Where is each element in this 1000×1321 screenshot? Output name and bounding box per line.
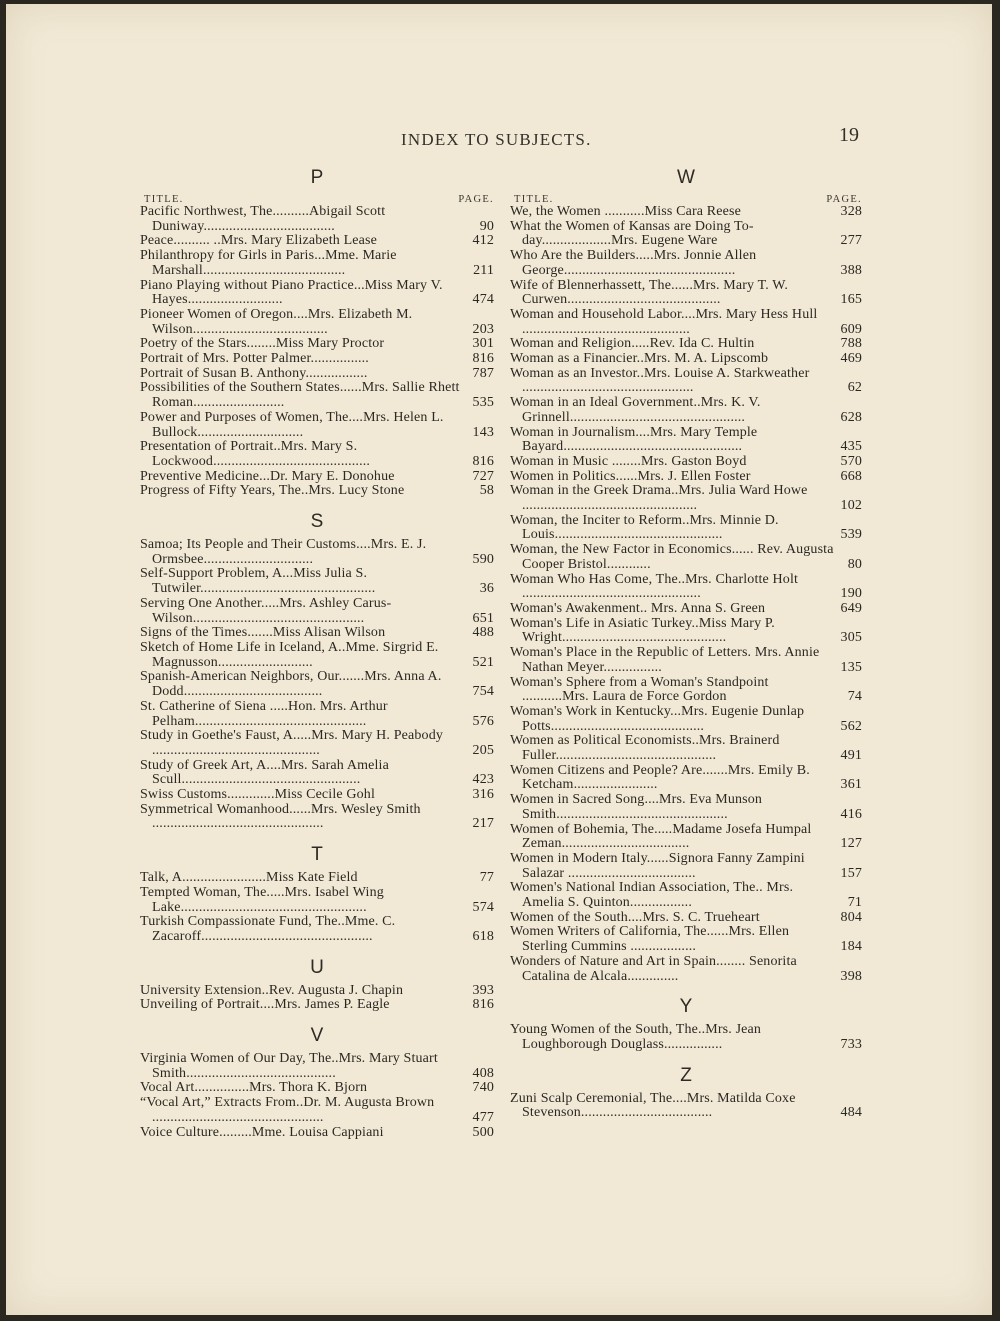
entry-title-author: Woman and Religion.....Rev. Ida C. Hultin — [510, 336, 755, 352]
entry-title-author: Woman as an Investor..Mrs. Louise A. Starkweather ............................................... — [510, 365, 810, 396]
entry-page-number: 733 — [840, 1036, 862, 1052]
index-entry — [140, 205, 494, 234]
index-entry — [140, 279, 494, 308]
entry-title-author: Self-Support Problem, A...Miss Julia S. Tutwiler................................................ — [140, 566, 376, 597]
index-entry — [140, 626, 494, 641]
entry-title-author: Woman Who Has Come, The..Mrs. Charlotte Holt ................................................. — [510, 571, 799, 602]
entry-page-number: 305 — [840, 630, 862, 646]
entry-page-number: 408 — [472, 1065, 494, 1081]
entry-page-number: 398 — [840, 968, 862, 984]
entry-page-number: 301 — [472, 336, 494, 352]
entry-title-author: “Vocal Art,” Extracts From..Dr. M. Augusta Brown ............................................... — [140, 1095, 435, 1125]
entry-page-number: 469 — [840, 351, 862, 367]
index-entry — [140, 411, 494, 440]
entry-title-author: Sketch of Home Life in Iceland, A..Mme. Sirgrid E. Magnusson.......................... — [140, 639, 439, 670]
entry-title-author: Piano Playing without Piano Practice...Miss Mary V. Hayes.......................... — [140, 277, 443, 308]
entry-title-author: Talk, A.......................Miss Kate Field — [140, 870, 358, 886]
entry-page-number: 574 — [472, 899, 494, 915]
entry-page-number: 590 — [472, 551, 494, 567]
index-entry — [140, 915, 494, 944]
index-entry — [140, 1096, 494, 1125]
entry-title-author: Woman as a Financier..Mrs. M. A. Lipscomb — [510, 351, 769, 367]
entry-page-number: 74 — [847, 689, 862, 705]
index-entry — [140, 484, 494, 499]
entry-page-number: 816 — [472, 453, 494, 469]
entry-page-number: 754 — [472, 684, 494, 700]
column-header-page: PAGE. — [826, 194, 862, 205]
entry-title-author: Woman's Sphere from a Woman's Standpoint ...........Mrs. Laura de Force Gordon — [510, 674, 769, 705]
entry-title-author: Women Citizens and People? Are.......Mrs. Emily B. Ketcham....................... — [510, 762, 810, 793]
index-entry — [140, 1081, 494, 1096]
entry-page-number: 539 — [840, 527, 862, 543]
index-entry — [510, 925, 862, 954]
entry-page-number: 211 — [473, 262, 494, 278]
index-entry — [140, 337, 494, 352]
entry-page-number: 562 — [840, 718, 862, 734]
entry-page-number: 80 — [847, 556, 862, 572]
section-letter: U — [310, 956, 324, 978]
entry-page-number: 184 — [840, 939, 862, 955]
entry-title-author: Woman's Work in Kentucky...Mrs. Eugenie Dunlap Potts.......................................... — [510, 703, 805, 734]
entry-title-author: Progress of Fifty Years, The..Mrs. Lucy Stone — [140, 483, 405, 499]
entry-title-author: Women of Bohemia, The.....Madame Josefa Humpal Zeman................................... — [510, 821, 812, 852]
entry-title-author: Woman in Journalism....Mrs. Mary Temple Bayard................................................. — [510, 424, 758, 455]
entry-title-author: Preventive Medicine...Dr. Mary E. Donohue — [140, 468, 395, 484]
index-entry — [510, 220, 862, 249]
entry-title-author: Women of the South....Mrs. S. C. Trueheart — [510, 909, 760, 925]
section-letter: T — [311, 844, 323, 866]
entry-page-number: 217 — [472, 816, 494, 832]
index-entry — [510, 911, 862, 926]
section-gap — [140, 832, 494, 841]
index-entry — [510, 852, 862, 881]
entry-title-author: University Extension..Rev. Augusta J. Chapin — [140, 982, 404, 998]
index-entry — [140, 1126, 494, 1141]
entry-page-number: 205 — [472, 742, 494, 758]
entry-title-author: Tempted Woman, The.....Mrs. Isabel Wing Lake................................................... — [140, 884, 384, 915]
index-entry — [510, 279, 862, 308]
section-letter: Z — [680, 1064, 692, 1086]
entry-page-number: 521 — [472, 654, 494, 670]
entry-page-number: 203 — [472, 321, 494, 337]
index-entry — [140, 729, 494, 758]
index-entry — [140, 367, 494, 382]
entry-title-author: Wife of Blennerhassett, The......Mrs. Mary T. W. Curwen.......................................... — [510, 277, 789, 308]
entry-page-number: 58 — [479, 483, 494, 499]
index-entry — [510, 823, 862, 852]
index-entry — [140, 984, 494, 999]
entry-page-number: 90 — [479, 218, 494, 234]
column-header-title: TITLE. — [514, 194, 554, 205]
index-entry — [140, 871, 494, 886]
entry-page-number: 618 — [472, 928, 494, 944]
entry-title-author: Virginia Women of Our Day, The..Mrs. Mary Stuart Smith......................................... — [140, 1051, 438, 1081]
index-entry — [510, 484, 862, 513]
page-title: INDEX TO SUBJECTS. — [401, 130, 592, 149]
entry-title-author: Woman in the Greek Drama..Mrs. Julia Ward Howe ................................................ — [510, 483, 808, 514]
entry-title-author: Pacific Northwest, The..........Abigail Scott Duniway.................................... — [140, 204, 386, 234]
index-entry — [510, 308, 862, 337]
entry-page-number: 416 — [840, 806, 862, 822]
entry-page-number: 157 — [840, 865, 862, 881]
index-entry — [140, 788, 494, 803]
index-entry — [140, 538, 494, 567]
entry-page-number: 649 — [840, 600, 862, 616]
entry-title-author: Women as Political Economists..Mrs. Brainerd Fuller............................................ — [510, 733, 780, 764]
entry-page-number: 190 — [840, 586, 862, 602]
index-entry — [510, 676, 862, 705]
entry-page-number: 804 — [840, 909, 862, 925]
entry-page-number: 77 — [479, 870, 494, 886]
index-entry — [510, 573, 862, 602]
entry-title-author: Woman's Place in the Republic of Letters. Mrs. Annie Nathan Meyer................ — [510, 645, 820, 675]
entry-title-author: Woman, the New Factor in Economics...... Rev. Augusta Cooper Bristol............ — [510, 542, 834, 572]
column-header-page: PAGE. — [458, 194, 494, 205]
index-entry — [140, 641, 494, 670]
index-entry — [510, 249, 862, 278]
entry-page-number: 71 — [847, 895, 862, 911]
section-gap — [140, 499, 494, 508]
index-entry — [510, 734, 862, 763]
index-entry — [140, 1052, 494, 1081]
entry-page-number: 135 — [840, 659, 862, 675]
section-letter: P — [310, 167, 324, 188]
index-entry — [510, 646, 862, 675]
index-column-right — [510, 164, 862, 1121]
entry-page-number: 727 — [472, 468, 494, 484]
entry-title-author: Women Writers of California, The......Mrs. Ellen Sterling Cummins .................. — [510, 924, 790, 955]
entry-title-author: Woman in an Ideal Government..Mrs. K. V. Grinnell................................................ — [510, 395, 761, 425]
entry-page-number: 816 — [472, 351, 494, 367]
entry-title-author: Portrait of Susan B. Anthony................. — [140, 365, 368, 381]
entry-page-number: 127 — [840, 836, 862, 852]
index-entry — [510, 1023, 862, 1052]
book-page — [6, 4, 992, 1315]
index-entry — [140, 308, 494, 337]
entry-page-number: 500 — [472, 1124, 494, 1140]
section-gap — [510, 984, 862, 993]
entry-title-author: We, the Women ...........Miss Cara Reese — [510, 204, 741, 219]
entry-title-author: Women's National Indian Association, The.. Mrs. Amelia S. Quinton................. — [510, 880, 794, 911]
entry-title-author: Portrait of Mrs. Potter Palmer................ — [140, 351, 369, 367]
entry-page-number: 787 — [472, 365, 494, 381]
index-entry — [510, 514, 862, 543]
entry-page-number: 316 — [472, 787, 494, 803]
entry-page-number: 609 — [840, 321, 862, 337]
index-entry — [510, 764, 862, 793]
index-entry — [510, 470, 862, 485]
entry-page-number: 435 — [840, 439, 862, 455]
index-entry — [140, 803, 494, 832]
index-entry — [140, 597, 494, 626]
entry-title-author: Philanthropy for Girls in Paris...Mme. Marie Marshall....................................... — [140, 248, 397, 278]
index-entry — [510, 617, 862, 646]
entry-page-number: 102 — [840, 498, 862, 514]
index-entry — [510, 955, 862, 984]
section-letter: Y — [679, 996, 693, 1018]
entry-page-number: 740 — [472, 1080, 494, 1096]
entry-title-author: Zuni Scalp Ceremonial, The....Mrs. Matilda Coxe Stevenson.................................... — [510, 1090, 796, 1121]
entry-title-author: Spanish-American Neighbors, Our.......Mrs. Anna A. Dodd...................................... — [140, 669, 442, 700]
column-header-title: TITLE. — [144, 194, 184, 205]
index-entry — [140, 886, 494, 915]
index-entry — [140, 759, 494, 788]
section-gap — [140, 945, 494, 954]
entry-page-number: 788 — [840, 336, 862, 352]
entry-title-author: Study in Goethe's Faust, A.....Mrs. Mary H. Peabody .............................................. — [140, 728, 443, 758]
index-column-left — [140, 164, 494, 1140]
index-entry — [140, 470, 494, 485]
index-entry — [140, 352, 494, 367]
index-entry — [140, 249, 494, 278]
section-letter: V — [310, 1025, 324, 1047]
entry-title-author: Vocal Art...............Mrs. Thora K. Bjorn — [140, 1080, 368, 1096]
index-entry — [140, 567, 494, 596]
entry-title-author: Signs of the Times.......Miss Alisan Wilson — [140, 625, 386, 641]
section-letter: S — [310, 511, 324, 533]
index-entry — [140, 998, 494, 1013]
index-entry — [510, 367, 862, 396]
entry-title-author: Unveiling of Portrait....Mrs. James P. Eagle — [140, 997, 390, 1013]
entry-page-number: 36 — [479, 581, 494, 597]
entry-title-author: Samoa; Its People and Their Customs....Mrs. E. J. Ormsbee.............................. — [140, 537, 427, 567]
entry-title-author: Women in Politics......Mrs. J. Ellen Foster — [510, 468, 751, 484]
entry-title-author: Pioneer Women of Oregon....Mrs. Elizabeth M. Wilson..................................... — [140, 306, 413, 337]
index-entry — [140, 381, 494, 410]
entry-page-number: 277 — [840, 233, 862, 249]
entry-title-author: Woman and Household Labor....Mrs. Mary Hess Hull .............................................. — [510, 306, 818, 337]
entry-title-author: Women in Modern Italy......Signora Fanny Zampini Salazar ................................... — [510, 850, 805, 881]
entry-title-author: Symmetrical Womanhood......Mrs. Wesley Smith ............................................... — [140, 801, 421, 832]
entry-title-author: Who Are the Builders.....Mrs. Jonnie Allen George............................................... — [510, 248, 757, 278]
entry-title-author: Poetry of the Stars........Miss Mary Proctor — [140, 336, 385, 352]
entry-page-number: 816 — [472, 997, 494, 1013]
index-entry — [510, 426, 862, 455]
entry-title-author: Study of Greek Art, A....Mrs. Sarah Amelia Scull................................................. — [140, 757, 389, 788]
entry-title-author: Presentation of Portrait..Mrs. Mary S. Lockwood........................................... — [140, 439, 371, 469]
entry-page-number: 576 — [472, 713, 494, 729]
section-gap — [510, 1053, 862, 1062]
index-entry — [510, 396, 862, 425]
entry-page-number: 477 — [472, 1109, 494, 1125]
entry-title-author: Woman's Life in Asiatic Turkey..Miss Mary P. Wright............................................. — [510, 615, 775, 646]
index-entry — [510, 705, 862, 734]
entry-title-author: Possibilities of the Southern States......Mrs. Sallie Rhett Roman......................... — [140, 380, 460, 411]
page-number: 19 — [839, 124, 859, 146]
index-entry — [510, 205, 862, 220]
index-entry — [510, 602, 862, 617]
section-letter: W — [677, 167, 695, 188]
entry-title-author: Power and Purposes of Women, The....Mrs. Helen L. Bullock............................. — [140, 409, 444, 440]
entry-title-author: Young Women of the South, The..Mrs. Jean Loughborough Douglass................ — [510, 1022, 762, 1052]
entry-title-author: Women in Sacred Song....Mrs. Eva Munson Smith............................................... — [510, 792, 763, 822]
entry-title-author: Swiss Customs.............Miss Cecile Gohl — [140, 787, 375, 803]
entry-title-author: Woman, the Inciter to Reform..Mrs. Minnie D. Louis.............................................. — [510, 512, 779, 543]
index-entry — [140, 440, 494, 469]
entry-title-author: Turkish Compassionate Fund, The..Mme. C. Zacaroff............................................... — [140, 914, 396, 944]
index-entry — [510, 793, 862, 822]
entry-page-number: 668 — [840, 468, 862, 484]
entry-page-number: 570 — [840, 453, 862, 469]
entry-page-number: 328 — [840, 204, 862, 219]
index-entry — [510, 337, 862, 352]
entry-title-author: St. Catherine of Siena .....Hon. Mrs. Arthur Pelham............................................... — [140, 698, 388, 729]
entry-page-number: 484 — [840, 1105, 862, 1121]
index-entry — [510, 1092, 862, 1121]
index-entry — [140, 234, 494, 249]
entry-title-author: Voice Culture.........Mme. Louisa Cappiani — [140, 1124, 384, 1140]
entry-page-number: 535 — [472, 395, 494, 411]
index-entry — [510, 881, 862, 910]
index-entry — [140, 700, 494, 729]
index-entry — [140, 670, 494, 699]
entry-page-number: 412 — [472, 233, 494, 249]
entry-page-number: 361 — [840, 777, 862, 793]
entry-page-number: 388 — [840, 262, 862, 278]
entry-page-number: 651 — [472, 610, 494, 626]
entry-page-number: 488 — [472, 625, 494, 641]
section-gap — [140, 1013, 494, 1022]
index-entry — [510, 352, 862, 367]
entry-page-number: 143 — [472, 424, 494, 440]
entry-title-author: Serving One Another.....Mrs. Ashley Carus-Wilson............................................... — [140, 595, 392, 626]
entry-page-number: 491 — [840, 748, 862, 764]
entry-title-author: Wonders of Nature and Art in Spain........ Senorita Catalina de Alcala.............. — [510, 953, 797, 984]
index-entry — [510, 455, 862, 470]
entry-page-number: 393 — [472, 982, 494, 998]
entry-page-number: 423 — [472, 772, 494, 788]
entry-page-number: 628 — [840, 409, 862, 425]
index-entry — [510, 543, 862, 572]
entry-page-number: 165 — [840, 292, 862, 308]
entry-title-author: Peace.......... ..Mrs. Mary Elizabeth Lease — [140, 233, 377, 249]
entry-title-author: Woman's Awakenment.. Mrs. Anna S. Green — [510, 600, 766, 616]
entry-page-number: 62 — [847, 380, 862, 396]
entry-page-number: 474 — [472, 292, 494, 308]
entry-title-author: Woman in Music ........Mrs. Gaston Boyd — [510, 453, 747, 469]
entry-title-author: What the Women of Kansas are Doing To-day...................Mrs. Eugene Ware — [510, 218, 754, 249]
